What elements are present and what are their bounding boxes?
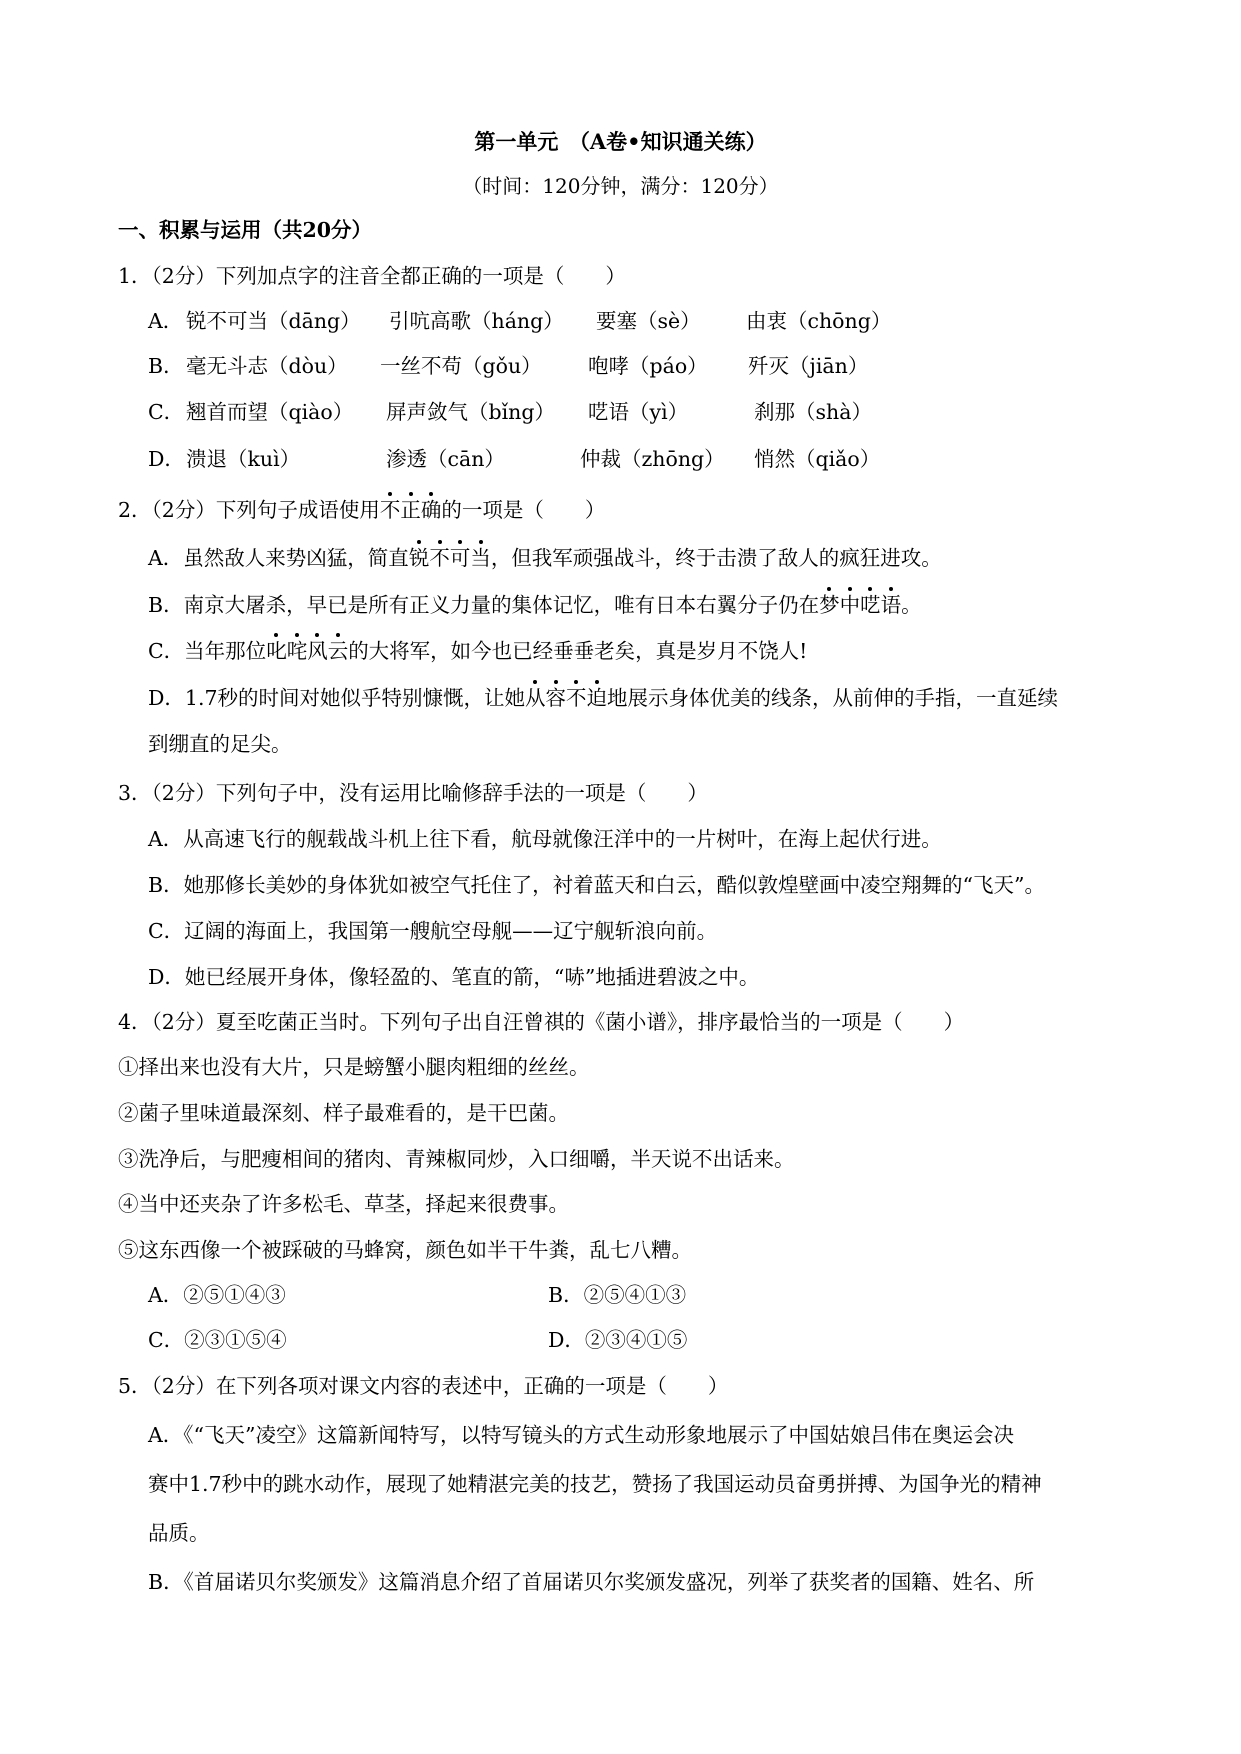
option-item: 悄然（qiǎo）	[754, 447, 881, 471]
option-item: 由衷（chōng）	[746, 309, 892, 333]
sentence-1: ①择出来也没有大片，只是螃蟹小腿肉粗细的丝丝。	[118, 1055, 590, 1079]
option-item: 一丝不苟（gǒu）	[380, 354, 542, 378]
option-item: 引吭高歌（háng）	[389, 309, 564, 333]
question-2-option-c: C．当年那位叱咤风云的大将军，如今也已经垂垂老矣，真是岁月不饶人!	[148, 639, 808, 663]
option-item: 要塞（sè）	[596, 309, 701, 333]
emphasis-dotted	[380, 498, 442, 522]
emphasis-char: 语	[880, 593, 902, 617]
option-item: 刹那（shà）	[754, 400, 872, 424]
question-4-option-b: B．②⑤④①③	[548, 1283, 687, 1307]
emphasis-char: 确	[420, 498, 442, 522]
emphasis-char: 从	[525, 686, 546, 710]
section-heading: 一、积累与运用（共20分）	[118, 218, 373, 242]
emphasis-char: 正	[400, 498, 421, 522]
question-2-option-d-continued: 到绷直的足尖。	[148, 732, 292, 756]
option-label: C．	[148, 400, 185, 424]
emphasis-char: 不	[379, 498, 401, 522]
emphasis-char: 风	[307, 639, 328, 663]
option-label: D．	[148, 447, 185, 471]
option-item: 毫无斗志（dòu）	[186, 354, 348, 378]
question-3-option-c: C．辽阔的海面上，我国第一艘航空母舰——辽宁舰斩浪向前。	[148, 919, 718, 943]
question-5-option-a: A．《“飞天”凌空》这篇新闻特写，以特写镜头的方式生动形象地展示了中国姑娘吕伟在奥运会决	[148, 1423, 1015, 1447]
question-3-option-d: D．她已经展开身体，像轻盈的、笔直的箭，“哧”地插进碧波之中。	[148, 965, 760, 989]
option-item: 溃退（kuì）	[186, 447, 301, 471]
sentence-2: ②菌子里味道最深刻、样子最难看的，是干巴菌。	[118, 1101, 569, 1125]
emphasis-char: 容	[545, 686, 567, 710]
emphasis-char: 云	[327, 639, 349, 663]
emphasis-dotted	[525, 686, 607, 710]
option-label: B．	[148, 354, 184, 378]
question-2-option-d: D．1.7秒的时间对她似乎特别慷慨，让她从容不迫地展示身体优美的线条，从前伸的手指，一直延续	[148, 686, 1059, 710]
emphasis-char: 叱	[266, 639, 287, 663]
emphasis-char: 咤	[286, 639, 308, 663]
emphasis-char: 锐	[408, 546, 430, 570]
question-3-option-a: A．从高速飞行的舰载战斗机上往下看，航母就像汪洋中的一片树叶，在海上起伏行进。	[148, 827, 942, 851]
question-2-stem: 2．（2分）下列句子成语使用不正确的一项是（ ）	[118, 498, 606, 522]
option-item: 呓语（yì）	[588, 400, 689, 424]
option-item: 渗透（cān）	[386, 447, 505, 471]
emphasis-dotted	[409, 546, 491, 570]
question-4-option-d: D．②③④①⑤	[548, 1328, 688, 1352]
sentence-5: ⑤这东西像一个被踩破的马蜂窝，颜色如半干牛粪，乱七八糟。	[118, 1238, 692, 1262]
emphasis-char: 梦	[819, 593, 840, 617]
question-5-option-a-continued: 赛中1.7秒中的跳水动作，展现了她精湛完美的技艺，赞扬了我国运动员奋勇拼搏、为国争光的精神	[148, 1472, 1042, 1496]
question-5-option-b: B．《首届诺贝尔奖颁发》这篇消息介绍了首届诺贝尔奖颁发盛况，列举了获奖者的国籍、姓名、所	[148, 1570, 1035, 1594]
question-4-option-c: C．②③①⑤④	[148, 1328, 287, 1352]
question-3-option-b: B．她那修长美妙的身体犹如被空气托住了，衬着蓝天和白云，酷似敦煌壁画中凌空翔舞的“飞天”。	[148, 873, 1046, 897]
emphasis-char: 不	[566, 686, 587, 710]
option-label: A．	[148, 309, 184, 333]
question-1-stem: 1．（2分）下列加点字的注音全都正确的一项是（ ）	[118, 264, 626, 288]
question-3-stem: 3．（2分）下列句子中，没有运用比喻修辞手法的一项是（ ）	[118, 781, 708, 805]
question-2-option-b: B．南京大屠杀，早已是所有正义力量的集体记忆，唯有日本右翼分子仍在梦中呓语。	[148, 593, 922, 617]
option-item: 仲裁（zhōng）	[580, 447, 725, 471]
option-item: 翘首而望（qiào）	[186, 400, 354, 424]
question-2-option-a: A．虽然敌人来势凶猛，简直锐不可当，但我军顽强战斗，终于击溃了敌人的疯狂进攻。	[148, 546, 942, 570]
emphasis-dotted	[266, 639, 348, 663]
question-5-option-a-continued: 品质。	[148, 1521, 210, 1545]
emphasis-char: 呓	[860, 593, 881, 617]
emphasis-dotted	[819, 593, 901, 617]
option-item: 歼灭（jiān）	[748, 354, 869, 378]
sentence-3: ③洗净后，与肥瘦相间的猪肉、青辣椒同炒，入口细嚼，半天说不出话来。	[118, 1147, 795, 1171]
option-item: 锐不可当（dāng）	[186, 309, 361, 333]
emphasis-char: 中	[839, 593, 861, 617]
emphasis-char: 当	[470, 546, 491, 570]
sentence-4: ④当中还夹杂了许多松毛、草茎，择起来很费事。	[118, 1192, 569, 1216]
question-4-stem: 4．（2分）夏至吃菌正当时。下列句子出自汪曾祺的《菌小谱》，排序最恰当的一项是（ ）	[118, 1010, 965, 1034]
emphasis-char: 可	[449, 546, 471, 570]
emphasis-char: 迫	[586, 686, 608, 710]
option-item: 屏声敛气（bǐng）	[386, 400, 556, 424]
emphasis-char: 不	[429, 546, 450, 570]
option-item: 咆哮（páo）	[588, 354, 708, 378]
exam-meta: （时间：120分钟，满分：120分）	[462, 174, 779, 198]
page-title: 第一单元 （A卷•知识通关练）	[474, 129, 767, 154]
question-4-option-a: A．②⑤①④③	[148, 1283, 286, 1307]
question-5-stem: 5．（2分）在下列各项对课文内容的表述中，正确的一项是（ ）	[118, 1374, 729, 1398]
